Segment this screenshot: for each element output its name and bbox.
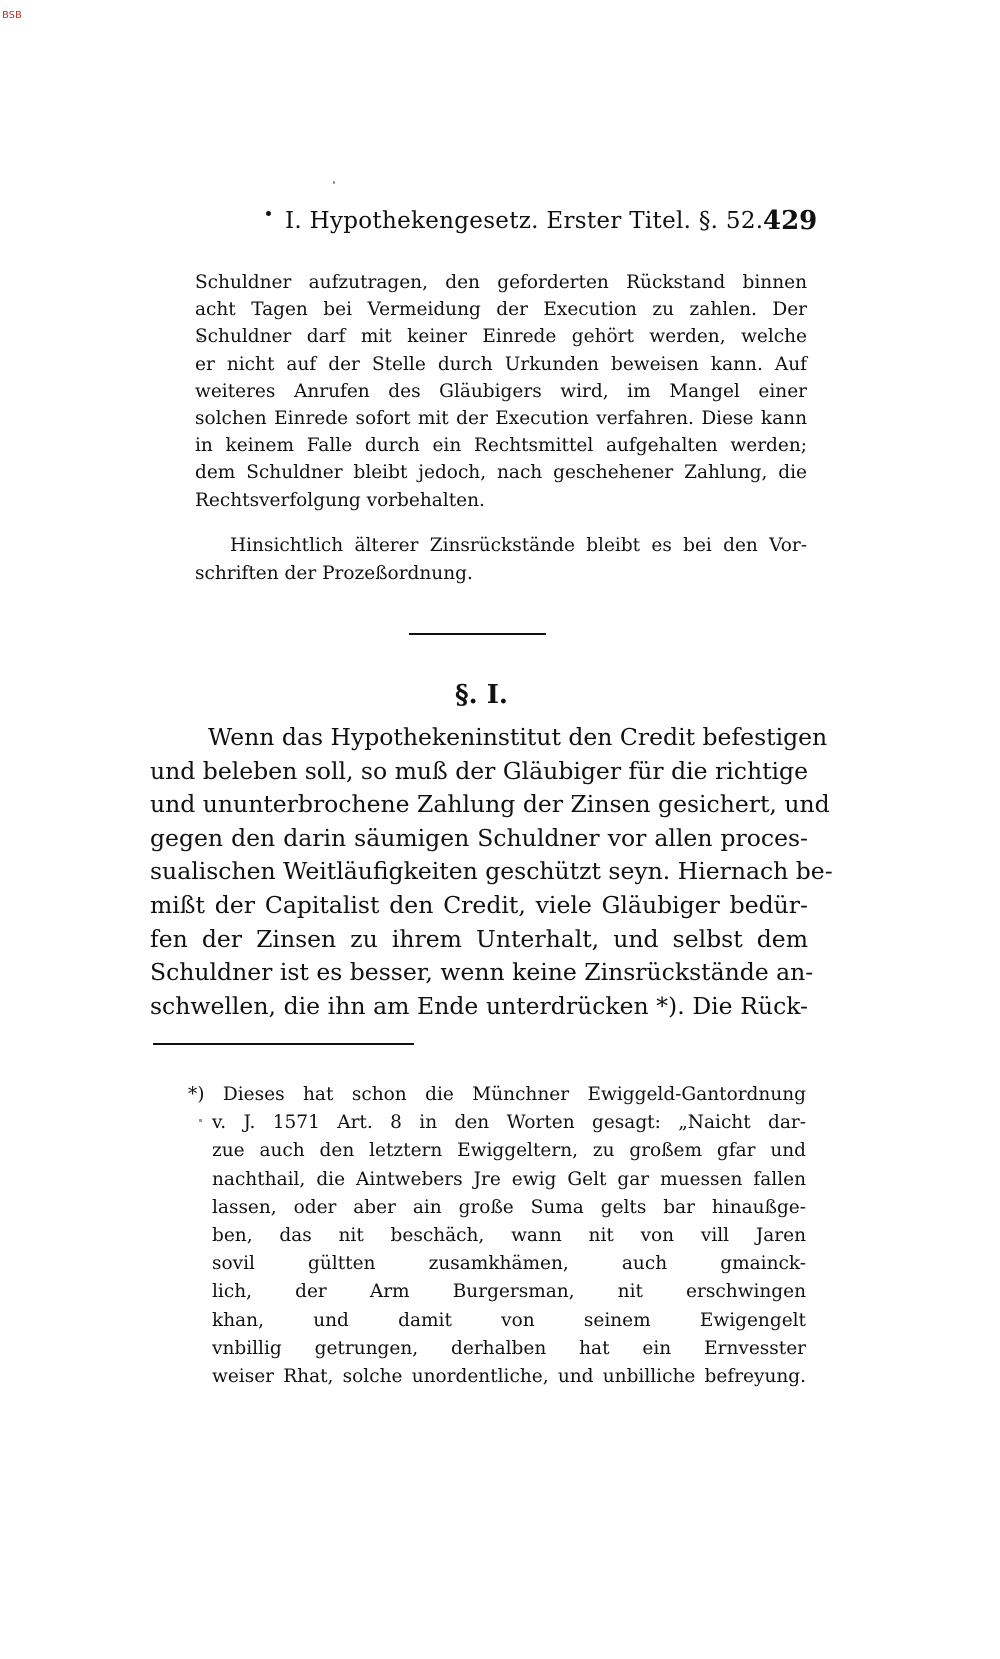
footnote-line: lich, der Arm Burgersman, nit erschwingen xyxy=(212,1281,806,1303)
footnote-line: zue auch den letztern Ewiggeltern, zu großem gfar und xyxy=(212,1140,806,1162)
text-line: schwellen, die ihn am Ende unterdrücken *). Die Rück- xyxy=(150,991,808,1020)
footnote-line: khan, und damit von seinem Ewigengelt xyxy=(212,1309,806,1331)
footnote-line: v. J. 1571 Art. 8 in den Worten gesagt: „Naicht dar- xyxy=(212,1112,806,1134)
footnote-line: weiser Rhat, solche unordentliche, und unbilliche befreyung. xyxy=(212,1366,806,1388)
footnote-line: vnbillig getrungen, derhalben hat ein Ernvesster xyxy=(212,1337,806,1359)
text-line: sualischen Weitläufigkeiten geschützt seyn. Hiernach be- xyxy=(150,857,833,886)
print-speck xyxy=(333,181,335,184)
print-speck xyxy=(266,211,271,216)
text-line: in keinem Falle durch ein Rechtsmittel aufgehalten werden; xyxy=(195,435,807,457)
footnote-line: nachthail, die Aintwebers Jre ewig Gelt gar muessen fallen xyxy=(212,1168,806,1190)
text-line: Hinsichtlich älterer Zinsrückstände bleibt es bei den Vor- xyxy=(230,535,807,556)
commentary-paragraph xyxy=(150,721,833,1023)
footnote-rule xyxy=(153,1043,414,1045)
text-line: fen der Zinsen zu ihrem Unterhalt, und selbst dem xyxy=(150,924,808,953)
text-line: Rechtsverfolgung vorbehalten. xyxy=(195,489,485,511)
text-line: solchen Einrede sofort mit der Execution verfahren. Diese kann xyxy=(195,408,807,430)
text-line: und ununterbrochene Zahlung der Zinsen gesichert, und xyxy=(150,790,830,819)
text-line: mißt der Capitalist den Credit, viele Gläubiger bedür- xyxy=(150,890,808,919)
library-watermark: BSB xyxy=(2,10,22,21)
text-line: Schuldner darf mit keiner Einrede gehört werden, welche xyxy=(195,326,807,348)
text-line: weiteres Anrufen des Gläubigers wird, im Mangel einer xyxy=(195,380,807,402)
text-line: dem Schuldner bleibt jedoch, nach geschehener Zahlung, die xyxy=(195,462,807,484)
text-line: Wenn das Hypothekeninstitut den Credit befestigen xyxy=(208,723,828,751)
paragraph-continuation xyxy=(195,269,807,514)
text-line: und beleben soll, so muß der Gläubiger für die richtige xyxy=(150,756,808,785)
footnote-line: ben, das nit beschäch, wann nit von vill Jaren xyxy=(212,1225,806,1247)
section-heading: §. I. xyxy=(455,680,508,710)
text-line: acht Tagen bei Vermeidung der Execution zu zahlen. Der xyxy=(195,299,807,321)
section-divider xyxy=(409,633,546,635)
footnote-line: sovil gültten zusamkhämen, auch gmainck- xyxy=(212,1253,806,1275)
footnote xyxy=(188,1081,806,1391)
page-number: 429 xyxy=(763,206,818,236)
text-line: Schuldner aufzutragen, den geforderten Rückstand binnen xyxy=(195,272,807,293)
text-line: schriften der Prozeßordnung. xyxy=(195,563,473,584)
footnote-line: *) Dieses hat schon die Münchner Ewiggeld-Gantordnung xyxy=(188,1084,806,1105)
text-line: Schuldner ist es besser, wenn keine Zinsrückstände an- xyxy=(150,958,814,987)
text-line: er nicht auf der Stelle durch Urkunden beweisen kann. Auf xyxy=(195,353,807,375)
footnote-line: lassen, oder aber ain große Suma gelts bar hinaußge- xyxy=(212,1196,806,1218)
paragraph-zinsrueckstaende xyxy=(195,532,807,588)
running-header: I. Hypothekengesetz. Erster Titel. §. 52. xyxy=(285,208,764,234)
text-line: gegen den darin säumigen Schuldner vor allen proces- xyxy=(150,823,808,852)
